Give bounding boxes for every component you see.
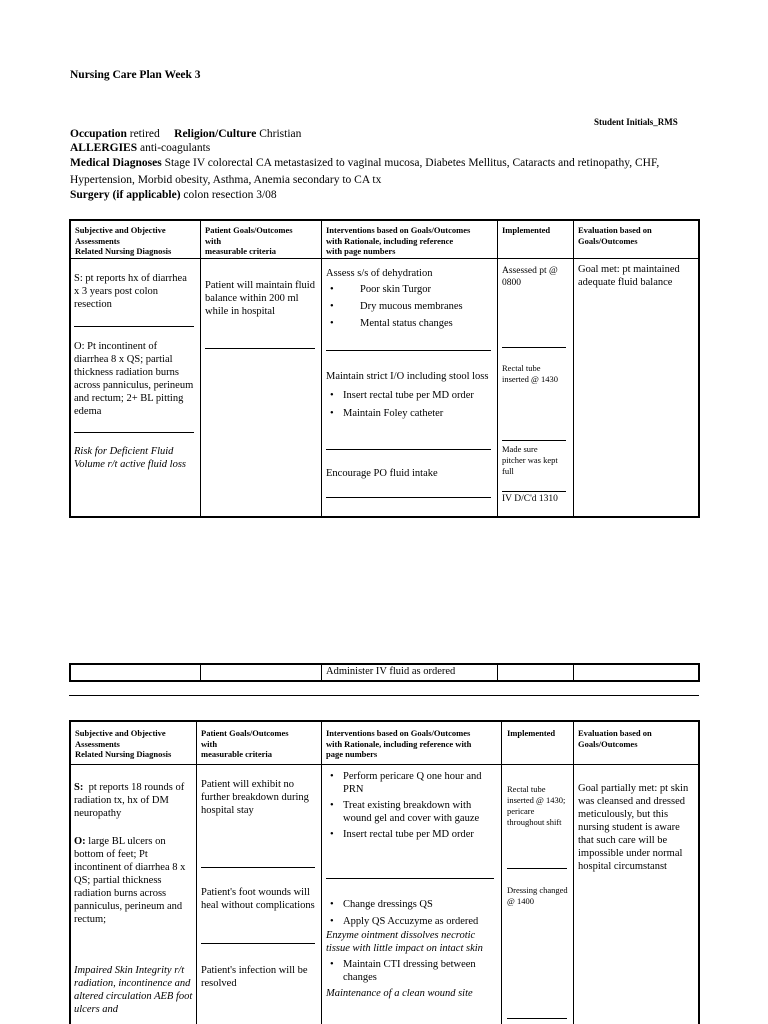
diagnoses-line-2: Hypertension, Morbid obesity, Asthma, Anemia secondary to CA tx — [70, 174, 382, 186]
header-implemented: Implemented — [502, 225, 551, 235]
intervention-item: • Maintain CTI dressing between changes — [326, 958, 498, 984]
occupation-label: Occupation — [70, 128, 127, 140]
religion-label: Religion/Culture — [174, 128, 257, 140]
surgery-value: colon resection 3/08 — [183, 189, 277, 201]
implemented-dressing: Dressing changed @ 1400 — [507, 885, 568, 906]
surgery-label: Surgery (if applicable) — [70, 189, 181, 201]
patient-goal-2-2: Patient's foot wounds will heal without complications — [201, 887, 315, 911]
evaluation-text: Goal met: pt maintained adequate fluid balance — [578, 264, 680, 288]
header-assessments: Subjective and Objective Assessments Related Nursing Diagnosis — [75, 225, 172, 256]
objective-assessment: O: Pt incontinent of diarrhea 8 x QS; partial thickness radiation burns across panniculus, perineum and rectum; 2+ BL pitting edema — [74, 341, 194, 417]
header-evaluation-2: Evaluation based on Goals/Outcomes — [578, 728, 652, 749]
header-goals-2: Patient Goals/Outcomes with measurable criteria — [201, 728, 289, 759]
implemented-rectal-tube: Rectal tube inserted @ 1430 — [502, 363, 558, 384]
intervention-item: • Poor skin Turgor — [326, 283, 494, 296]
patient-goal: Patient will maintain fluid balance within 200 ml while in hospital — [205, 280, 315, 317]
evaluation-text-2: Goal partially met: pt skin was cleansed and dressed meticulously, but this nursing student is aware that such care will be impossible under normal hospital circumstanst — [578, 783, 689, 872]
objective-assessment-2: O: large BL ulcers on bottom of feet; Pt incontinent of diarrhea 8 x QS; partial thickness radiation burns across panniculus, perineum and rectum; — [74, 836, 186, 925]
occupation-line — [70, 128, 301, 142]
allergies-label: ALLERGIES — [70, 142, 138, 154]
student-initials: Student Initials_RMS — [594, 117, 678, 127]
intervention-item: • Apply QS Accuzyme as ordered — [326, 915, 498, 928]
patient-goal-2-3: Patient's infection will be resolved — [201, 965, 308, 989]
occupation-value: retired — [129, 128, 160, 140]
patient-goal-2-1: Patient will exhibit no further breakdown during hospital stay — [201, 779, 309, 816]
header-evaluation: Evaluation based on Goals/Outcomes — [578, 225, 652, 246]
subjective-assessment: S: pt reports hx of diarrhea x 3 years post colon resection — [74, 273, 187, 310]
header-interventions: Interventions based on Goals/Outcomes with Rationale, including reference with page numbers — [326, 225, 471, 256]
intervention-rationale-2: Maintenance of a clean wound site — [326, 988, 473, 999]
intervention-item: • Treat existing breakdown with wound gel and cover with gauze — [326, 799, 498, 825]
allergies-line — [70, 142, 210, 156]
header-interventions-2: Interventions based on Goals/Outcomes with Rationale, including reference with page numbers — [326, 728, 472, 759]
intervention-item: • Change dressings QS — [326, 898, 498, 911]
continuation-intervention: Administer IV fluid as ordered — [326, 666, 456, 677]
intervention-dressings — [326, 898, 498, 1000]
diagnoses-label: Medical Diagnoses — [70, 157, 162, 169]
implemented-pitcher: Made sure pitcher was kept full — [502, 444, 558, 476]
subjective-assessment-2: S: pt reports 18 rounds of radiation tx, hx of DM neuropathy — [74, 782, 185, 819]
intervention-pericare — [326, 770, 498, 841]
page-title: Nursing Care Plan Week 3 — [70, 69, 201, 81]
header-implemented-2: Implemented — [507, 728, 556, 738]
intervention-io: Maintain strict I/O including stool loss • Insert rectal tube per MD order • Maintain Foley catheter — [326, 370, 494, 420]
intervention-item: • Insert rectal tube per MD order — [326, 389, 494, 402]
surgery-line — [70, 189, 277, 203]
header-goals: Patient Goals/Outcomes with measurable criteria — [205, 225, 293, 256]
implemented-assessed: Assessed pt @ 0800 — [502, 266, 558, 288]
religion-value: Christian — [259, 128, 302, 140]
intervention-item: • Maintain Foley catheter — [326, 407, 494, 420]
nursing-diagnosis: Risk for Deficient Fluid Volume r/t active fluid loss — [74, 446, 186, 470]
intervention-item: • Insert rectal tube per MD order — [326, 828, 498, 841]
intervention-po-fluids: Encourage PO fluid intake — [326, 468, 438, 479]
intervention-item: • Perform pericare Q one hour and PRN — [326, 770, 498, 796]
intervention-dehydration: Assess s/s of dehydration • Poor skin Turgor • Dry mucous membranes • Mental status changes — [326, 267, 494, 330]
intervention-item: • Dry mucous membranes — [326, 300, 494, 313]
implemented-iv: IV D/C'd 1310 — [502, 494, 558, 504]
intervention-item: • Mental status changes — [326, 317, 494, 330]
intervention-rationale: Enzyme ointment dissolves necrotic tissue with little impact on intact skin — [326, 930, 483, 954]
header-assessments-2: Subjective and Objective Assessments Related Nursing Diagnosis — [75, 728, 172, 759]
page-divider — [69, 695, 699, 696]
implemented-pericare: Rectal tube inserted @ 1430; pericare throughout shift — [507, 784, 566, 827]
allergies-value: anti-coagulants — [139, 142, 211, 154]
diagnoses-line — [70, 157, 710, 171]
diagnoses-value: Stage IV colorectal CA metastasized to vaginal mucosa, Diabetes Mellitus, Cataracts and retinopathy, CHF, — [164, 157, 660, 169]
nursing-diagnosis-2: Impaired Skin Integrity r/t radiation, incontinence and altered circulation AEB foot ulcers and — [74, 965, 193, 1015]
